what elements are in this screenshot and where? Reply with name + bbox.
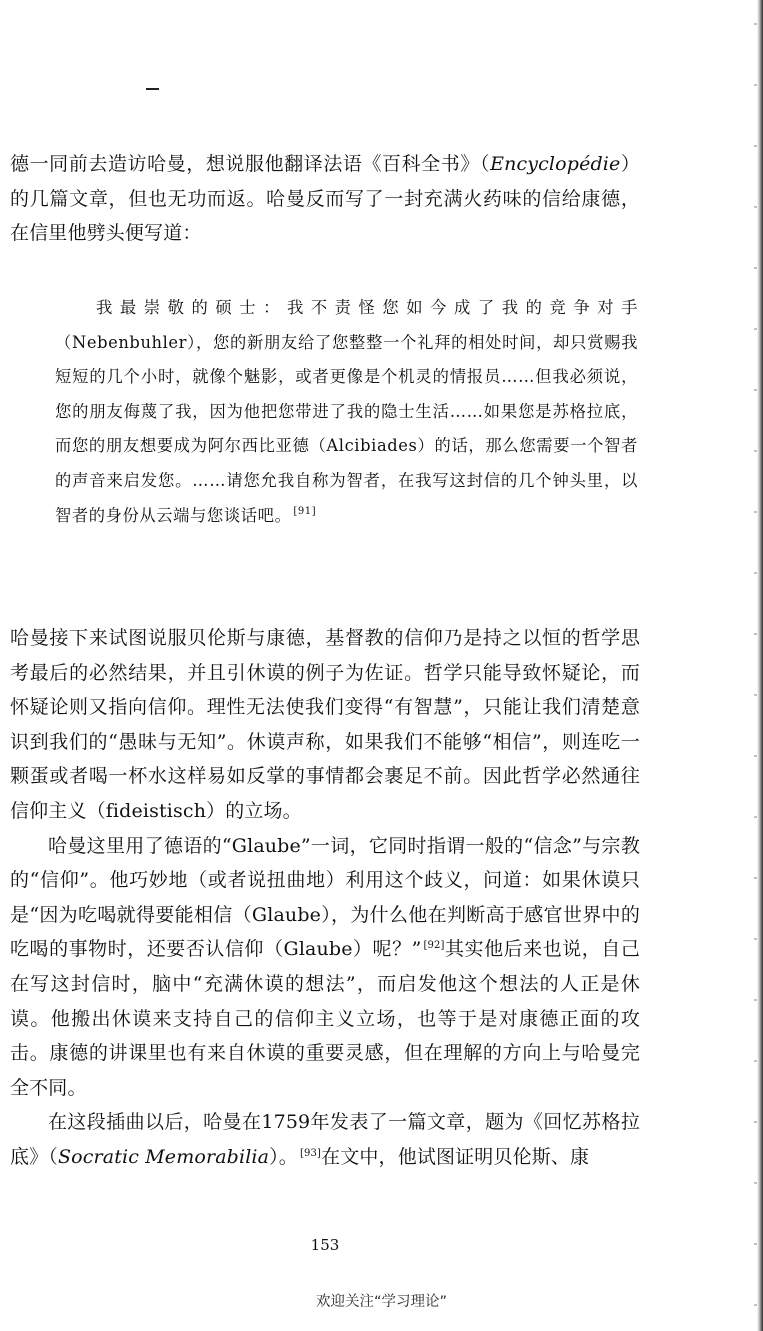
- text-run: 哈曼这里用了德语的“Glaube”一词，它同时指谓一般的“信念”与宗教的“信仰”。他巧妙地（或者说扭曲地）利用这个歧义，问道：如果休谟只是“因为吃喝就得要能相信（Glaube），为什么他在判断高于感官世界中的吃喝的事物时，还要否认信仰（Glaube）呢？”: [10, 834, 640, 961]
- text-run: ）。: [269, 1145, 298, 1168]
- text-run: 德一同前去造访哈曼，想说服他翻译法语《百科全书》（: [10, 153, 491, 175]
- page-number: 153: [310, 1236, 340, 1254]
- text-run: ）的几篇文章，但也无功而返。哈曼反而写了一封充满火药味的信给康德，在信里他劈头便写道：: [10, 153, 640, 245]
- quote-paragraph: [55, 291, 638, 533]
- text-run: 在文中，他试图证明贝伦斯、康: [321, 1145, 590, 1168]
- footer-watermark-text: 欢迎关注“学习理论”: [315, 1294, 448, 1310]
- scan-binding-edge: [757, 0, 763, 1331]
- top-paragraph-block: [10, 147, 640, 251]
- footnote-marker[interactable]: [92]: [423, 940, 445, 952]
- main-text-block: [10, 621, 640, 1175]
- footnote-marker[interactable]: [91]: [293, 505, 317, 517]
- paragraph-4: [10, 1105, 640, 1174]
- scan-noise: [754, 0, 757, 1331]
- quote-text: 我最崇敬的硕士：我不责怪您如今成了我的竞争对手（Nebenbuhler），您的新朋友给了您整整一个礼拜的相处时间，却只赏赐我短短的几个小时，就像个魅影，或者更像是个机灵的情报员……但我必须说，您的朋友侮蔑了我，因为他把您带进了我的隐士生活……如果您是苏格拉底，而您的朋友想要成为阿尔西比亚德（Alcibiades）的话，那么您需要一个智者的声音来启发您。……请您允我自称为智者，在我写这封信的几个钟头里，以智者的身份从云端与您谈话吧。: [55, 298, 638, 525]
- paragraph-3: [10, 829, 640, 1106]
- top-paragraph: [10, 147, 640, 251]
- text-run: 其实他后来也说，自己在写这封信时，脑中“充满休谟的想法”，而启发他这个想法的人正是休谟。他搬出休谟来支持自己的信仰主义立场，也等于是对康德正面的攻击。康德的讲课里也有来自休谟的重要灵感，但在理解的方向上与哈曼完全不同。: [10, 938, 640, 1099]
- paragraph-2: 哈曼接下来试图说服贝伦斯与康德，基督教的信仰乃是持之以恒的哲学思考最后的必然结果，并且引休谟的例子为佐证。哲学只能导致怀疑论，而怀疑论则又指向信仰。理性无法使我们变得“有智慧”，只能让我们清楚意识到我们的“愚昧与无知”。休谟声称，如果我们不能够“相信”，则连吃一颗蛋或者喝一杯水这样易如反掌的事情都会裹足不前。因此哲学必然通往信仰主义（fideistisch）的立场。: [10, 627, 640, 822]
- text-run: 在这段插曲以后，哈曼在1759年发表了一篇文章，题为《回忆苏格拉底》（: [10, 1111, 640, 1168]
- block-quote: [55, 291, 638, 533]
- italic-title: Encyclopédie: [490, 153, 621, 175]
- scan-mark: [146, 88, 159, 90]
- italic-title: Socratic Memorabilia: [57, 1145, 270, 1168]
- footnote-marker[interactable]: [93]: [299, 1147, 322, 1159]
